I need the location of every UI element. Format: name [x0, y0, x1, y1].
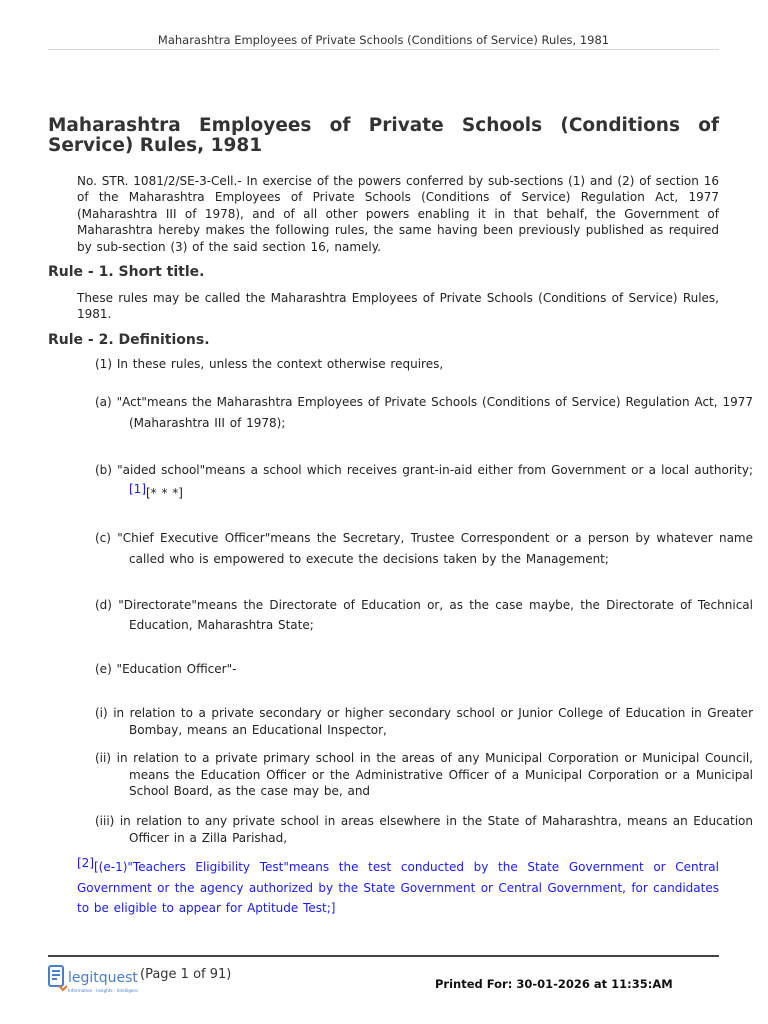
logo-wordmark: legitquest	[68, 970, 138, 986]
omission-marker: [* * *]	[146, 486, 183, 500]
definition-e-i: (i) in relation to a private secondary or higher secondary school or Junior College of Education in Greater Bombay, means an Educational Inspector,	[95, 706, 753, 737]
preamble: No. STR. 1081/2/SE-3-Cell.- In exercise of the powers conferred by sub-sections (1) and (2) of section 16 of the Maharashtra Employees of Private Schools (Conditions of Service) Regulation Act, 1977 (Maharashtra III of 1978), and of all other powers enabling it in that behalf, the Government of Maharashtra hereby makes the following rules, the same having been previously published as required by sub-section (3) of the said section 16, namely.	[77, 174, 719, 254]
definition-c: (c) "Chief Executive Officer"means the Secretary, Trustee Correspondent or a person by whatever name called who is empowered to execute the decisions taken by the Management;	[95, 531, 753, 566]
header-divider	[48, 49, 719, 50]
logo-tagline: Information · Insights · Intelligence	[68, 988, 138, 993]
definition-b-text: (b) "aided school"means a school which receives grant-in-aid either from Government or a local authority;	[95, 463, 753, 477]
page-indicator: (Page 1 of 91)	[140, 967, 232, 982]
definition-e-ii: (ii) in relation to a private primary school in the areas of any Municipal Corporation or Municipal Council, means the Education Officer or the Administrative Officer of a Municipal Corporation or a Municipal School Board, as the case may be, and	[95, 751, 753, 798]
definition-e-iii: (iii) in relation to any private school in areas elsewhere in the State of Maharashtra, means an Education Officer in a Zilla Parishad,	[95, 814, 753, 845]
definition-a: (a) "Act"means the Maharashtra Employees of Private Schools (Conditions of Service) Regulation Act, 1977 (Maharashtra III of 1978);	[95, 395, 753, 430]
rule-1-text: These rules may be called the Maharashtra Employees of Private Schools (Conditions of Service) Rules, 1981.	[77, 291, 719, 322]
rule-2-intro: (1) In these rules, unless the context otherwise requires,	[95, 357, 444, 371]
footnote-link-2[interactable]: [2]	[77, 856, 94, 870]
legitquest-logo	[48, 963, 138, 995]
logo-icon	[48, 963, 138, 995]
definition-e: (e) "Education Officer"-	[95, 662, 237, 676]
document-title: Maharashtra Employees of Private Schools (Conditions of Service) Rules, 1981	[48, 115, 719, 156]
definition-e1-text: [(e-1)"Teachers Eligibility Test"means the test conducted by the State Government or Central Government or the agency authorized by the State Government or Central Government, for candidates to be eligible to appear for Aptitude Test;]	[77, 860, 719, 915]
footnote-link-1[interactable]: [1]	[129, 482, 146, 496]
running-header: Maharashtra Employees of Private Schools (Conditions of Service) Rules, 1981	[157, 33, 610, 47]
definition-e1	[77, 857, 719, 919]
definition-b	[95, 459, 753, 505]
definition-d: (d) "Directorate"means the Directorate of Education or, as the case maybe, the Directorate of Technical Education, Maharashtra State;	[95, 598, 753, 632]
rule-1-heading: Rule - 1. Short title.	[48, 264, 205, 280]
printed-for: Printed For: 30-01-2026 at 11:35:AM	[435, 977, 673, 991]
footer-divider	[48, 955, 719, 957]
rule-2-heading: Rule - 2. Definitions.	[48, 332, 210, 348]
